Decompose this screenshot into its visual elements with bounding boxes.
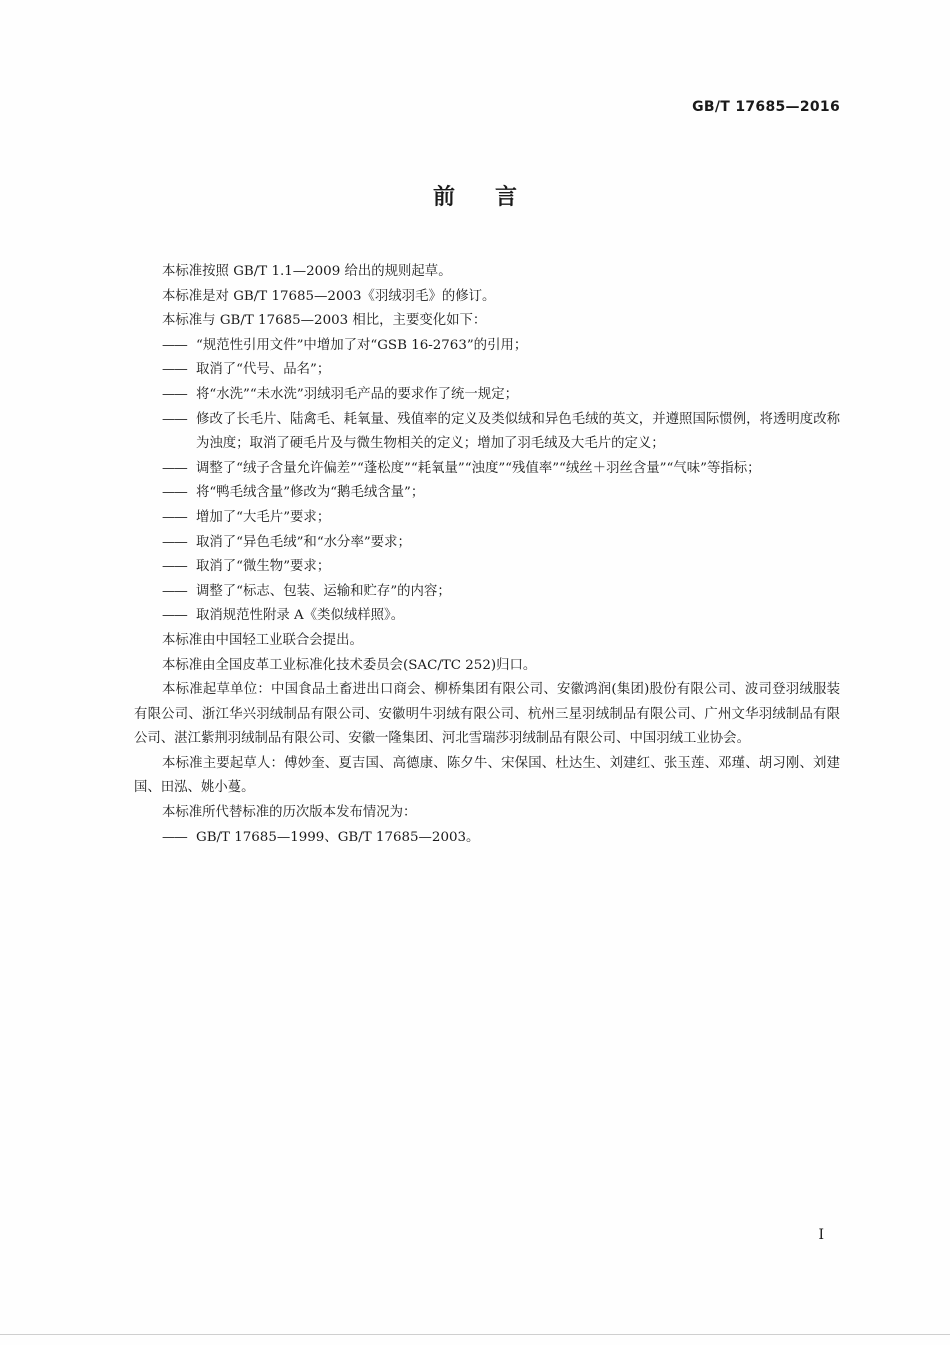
list-item — [162, 358, 840, 383]
list-item — [162, 506, 840, 531]
list-dash: —— — [162, 460, 187, 476]
list-dash: —— — [162, 337, 187, 353]
page-title: 前言 — [432, 185, 557, 210]
list-item — [162, 408, 840, 457]
foreword-body — [134, 260, 840, 850]
list-dash: —— — [162, 509, 187, 525]
list-item — [162, 604, 840, 629]
paragraph-text: 本标准主要起草人：傅妙奎、夏吉国、高德康、陈夕牛、宋保国、杜达生、刘建红、张玉莲、邓瑾、胡习刚、刘建国、田泓、姚小蔓。 — [134, 755, 840, 796]
paragraph-text: 取消了“代号、品名”； — [196, 362, 331, 378]
paragraph-text: GB/T 17685—1999、GB/T 17685—2003。 — [196, 829, 480, 845]
paragraph-text: 调整了“绒子含量允许偏差”“蓬松度”“耗氧量”“浊度”“残值率”“绒丝＋羽丝含量”“气味”等指标； — [196, 460, 761, 476]
paragraph-text: “规范性引用文件”中增加了对“GSB 16-2763”的引用； — [196, 337, 528, 353]
list-item — [162, 826, 840, 851]
list-dash: —— — [162, 485, 187, 501]
paragraph — [134, 654, 840, 679]
paragraph-text: 取消规范性附录 A《类似绒样照》。 — [196, 608, 405, 624]
standard-code-header: GB/T 17685—2016 — [692, 99, 840, 115]
list-dash: —— — [162, 534, 187, 550]
paragraph-text: 取消了“异色毛绒”和“水分率”要求； — [196, 534, 411, 550]
list-item — [162, 334, 840, 359]
paragraph-text: 本标准按照 GB/T 1.1—2009 给出的规则起草。 — [162, 264, 452, 279]
paragraph — [134, 285, 840, 310]
paragraph — [134, 752, 840, 801]
paragraph — [134, 629, 840, 654]
list-dash: —— — [162, 608, 187, 624]
paragraph-text: 将“水洗”“未水洗”羽绒羽毛产品的要求作了统一规定； — [196, 386, 518, 402]
list-dash: —— — [162, 829, 187, 845]
list-item — [162, 457, 840, 482]
paragraph-text: 本标准由中国轻工业联合会提出。 — [162, 632, 363, 648]
list-dash: —— — [162, 583, 187, 599]
page-number: I — [818, 1227, 824, 1243]
paragraph-text: 本标准所代替标准的历次版本发布情况为： — [162, 805, 417, 821]
paragraph-text: 本标准与 GB/T 17685—2003 相比，主要变化如下： — [162, 313, 487, 329]
paragraph-text: 取消了“微生物”要求； — [196, 559, 331, 575]
paragraph — [134, 801, 840, 826]
list-item — [162, 555, 840, 580]
list-dash: —— — [162, 386, 187, 402]
list-dash: —— — [162, 559, 187, 575]
page-bottom-edge — [0, 1334, 950, 1335]
paragraph-text: 本标准由全国皮革工业标准化技术委员会(SAC/TC 252)归口。 — [162, 657, 537, 673]
list-item — [162, 531, 840, 556]
paragraph — [134, 260, 840, 285]
paragraph-text: 增加了“大毛片”要求； — [196, 509, 331, 525]
paragraph-text: 调整了“标志、包装、运输和贮存”的内容； — [196, 583, 451, 599]
paragraph — [134, 678, 840, 752]
list-dash: —— — [162, 411, 187, 427]
list-item — [162, 383, 840, 408]
paragraph-text: 本标准是对 GB/T 17685—2003《羽绒羽毛》的修订。 — [162, 288, 496, 304]
paragraph-text: 本标准起草单位：中国食品土畜进出口商会、柳桥集团有限公司、安徽鸿润(集团)股份有限公司、波司登羽绒服装有限公司、浙江华兴羽绒制品有限公司、安徽明牛羽绒有限公司、杭州三星羽绒制品有限公司、广州文华羽绒制品有限公司、湛江紫荆羽绒制品有限公司、安徽一隆集团、河北雪瑞莎羽绒制品有限公司、中国羽绒工业协会。 — [134, 682, 840, 747]
list-item — [162, 580, 840, 605]
list-dash: —— — [162, 362, 187, 378]
paragraph-text: 将“鸭毛绒含量”修改为“鹅毛绒含量”； — [196, 485, 425, 501]
paragraph-text: 修改了长毛片、陆禽毛、耗氧量、残值率的定义及类似绒和异色毛绒的英文，并遵照国际惯例，将透明度改称为浊度；取消了硬毛片及与微生物相关的定义；增加了羽毛绒及大毛片的定义； — [196, 411, 840, 452]
list-item — [162, 481, 840, 506]
paragraph — [134, 309, 840, 334]
